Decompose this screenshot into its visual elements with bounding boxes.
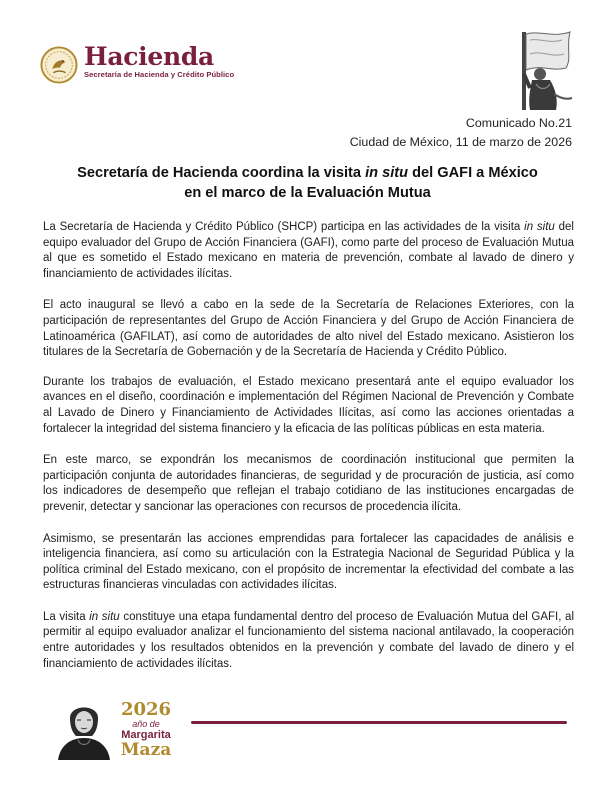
press-release-body xyxy=(43,220,574,688)
place-date: Ciudad de México, 11 de marzo de 2026 xyxy=(349,135,572,149)
paragraph-3: Durante los trabajos de evaluación, el Estado mexicano presentará ante el equipo evaluador los avances en el diseño, coordinación e implementación del Régimen Nacional de Prevención y Combate al Lavado de Dinero y Financiamiento de Actividades Ilícitas, así como las acciones orientadas a fortalecer la integridad del sistema financiero y la eficacia de las políticas públicas en esta materia. xyxy=(43,375,574,435)
year-label: año de xyxy=(132,719,160,729)
title-text-a: Secretaría de Hacienda coordina la visita xyxy=(77,165,366,181)
paragraph-6 xyxy=(43,610,574,672)
paragraph-4: En este marco, se expondrán los mecanismos de coordinación institucional que permiten la participación conjunta de autoridades financieras, de seguridad y de procuración de justicia, así como los indicadores de desempeño que reflejan el trabajo cotidiano de las instituciones encargadas de prevenir, detectar y sancionar las operaciones con recursos de procedencia ilícita. xyxy=(43,454,574,513)
logo-subtitle: Secretaría de Hacienda y Crédito Público xyxy=(84,70,235,79)
honoree-first-name: Margarita xyxy=(121,729,171,741)
footer-divider xyxy=(191,721,567,724)
title-emphasis: in situ xyxy=(365,165,409,181)
margarita-maza-portrait xyxy=(52,696,116,760)
paragraph-5: Asimismo, se presentarán las acciones emprendidas para fortalecer las capacidades de análisis e inteligencia financiera, así como su articulación con la Estrategia Nacional de Seguridad Pública y la política criminal del Estado mexicano, con el propósito de incrementar la efectividad del combate a las estructuras financieras vinculadas con actividades ilícitas. xyxy=(43,532,574,592)
footer xyxy=(0,680,615,797)
paragraph-6-text-a: La visita xyxy=(43,610,90,623)
flag-bearer-illustration xyxy=(500,28,580,112)
logo-name: Hacienda xyxy=(84,42,214,71)
mexican-seal-icon xyxy=(40,46,78,84)
press-release-title xyxy=(40,163,575,203)
communique-meta xyxy=(350,114,572,152)
title-text-b: del GAFI a México xyxy=(408,165,538,181)
hacienda-logo xyxy=(84,44,234,80)
paragraph-1-text-b: del equipo evaluador del Grupo de Acción Financiera (GAFI), como parte del proceso de Evaluación Mutua al que es sometido el Estado mexicano en materia de prevención, combate al lavado de dinero y financiamiento de actividades ilícitas. xyxy=(43,221,574,280)
year-emblem xyxy=(116,700,176,759)
honoree-last-name: Maza xyxy=(120,740,172,760)
title-line-2: en el marco de la Evaluación Mutua xyxy=(184,185,431,201)
communique-number: Comunicado No.21 xyxy=(465,116,572,130)
paragraph-1-text-a: La Secretaría de Hacienda y Crédito Público (SHCP) participa en las actividades de la visita xyxy=(43,221,525,233)
paragraph-6-text-b: constituye una etapa fundamental dentro del proceso de Evaluación Mutua del GAFI, al permitir al equipo evaluador analizar el funcionamiento del sistema nacional antilavado, la cooperación entre autoridades y los resultados obtenidos en la prevención y combate del lavado de dinero y el financiamiento de actividades ilícitas. xyxy=(43,610,574,670)
paragraph-1-emphasis: in situ xyxy=(524,221,555,233)
paragraph-6-emphasis: in situ xyxy=(89,610,120,623)
title-line-1 xyxy=(40,163,575,183)
paragraph-2: El acto inaugural se llevó a cabo en la sede de la Secretaría de Relaciones Exteriores, con la participación de representantes del Grupo de Acción Financiera y del Grupo de Acción Financiera de Latinoamérica (GAFILAT), así como de autoridades de alto nivel del Estado mexicano. Asistieron los titulares de la Secretaría de Gobernación y de la Secretaría de Hacienda y Crédito Público. xyxy=(43,299,574,359)
letterhead xyxy=(0,0,615,110)
year-number: 2026 xyxy=(120,699,172,720)
paragraph-1 xyxy=(43,220,574,282)
